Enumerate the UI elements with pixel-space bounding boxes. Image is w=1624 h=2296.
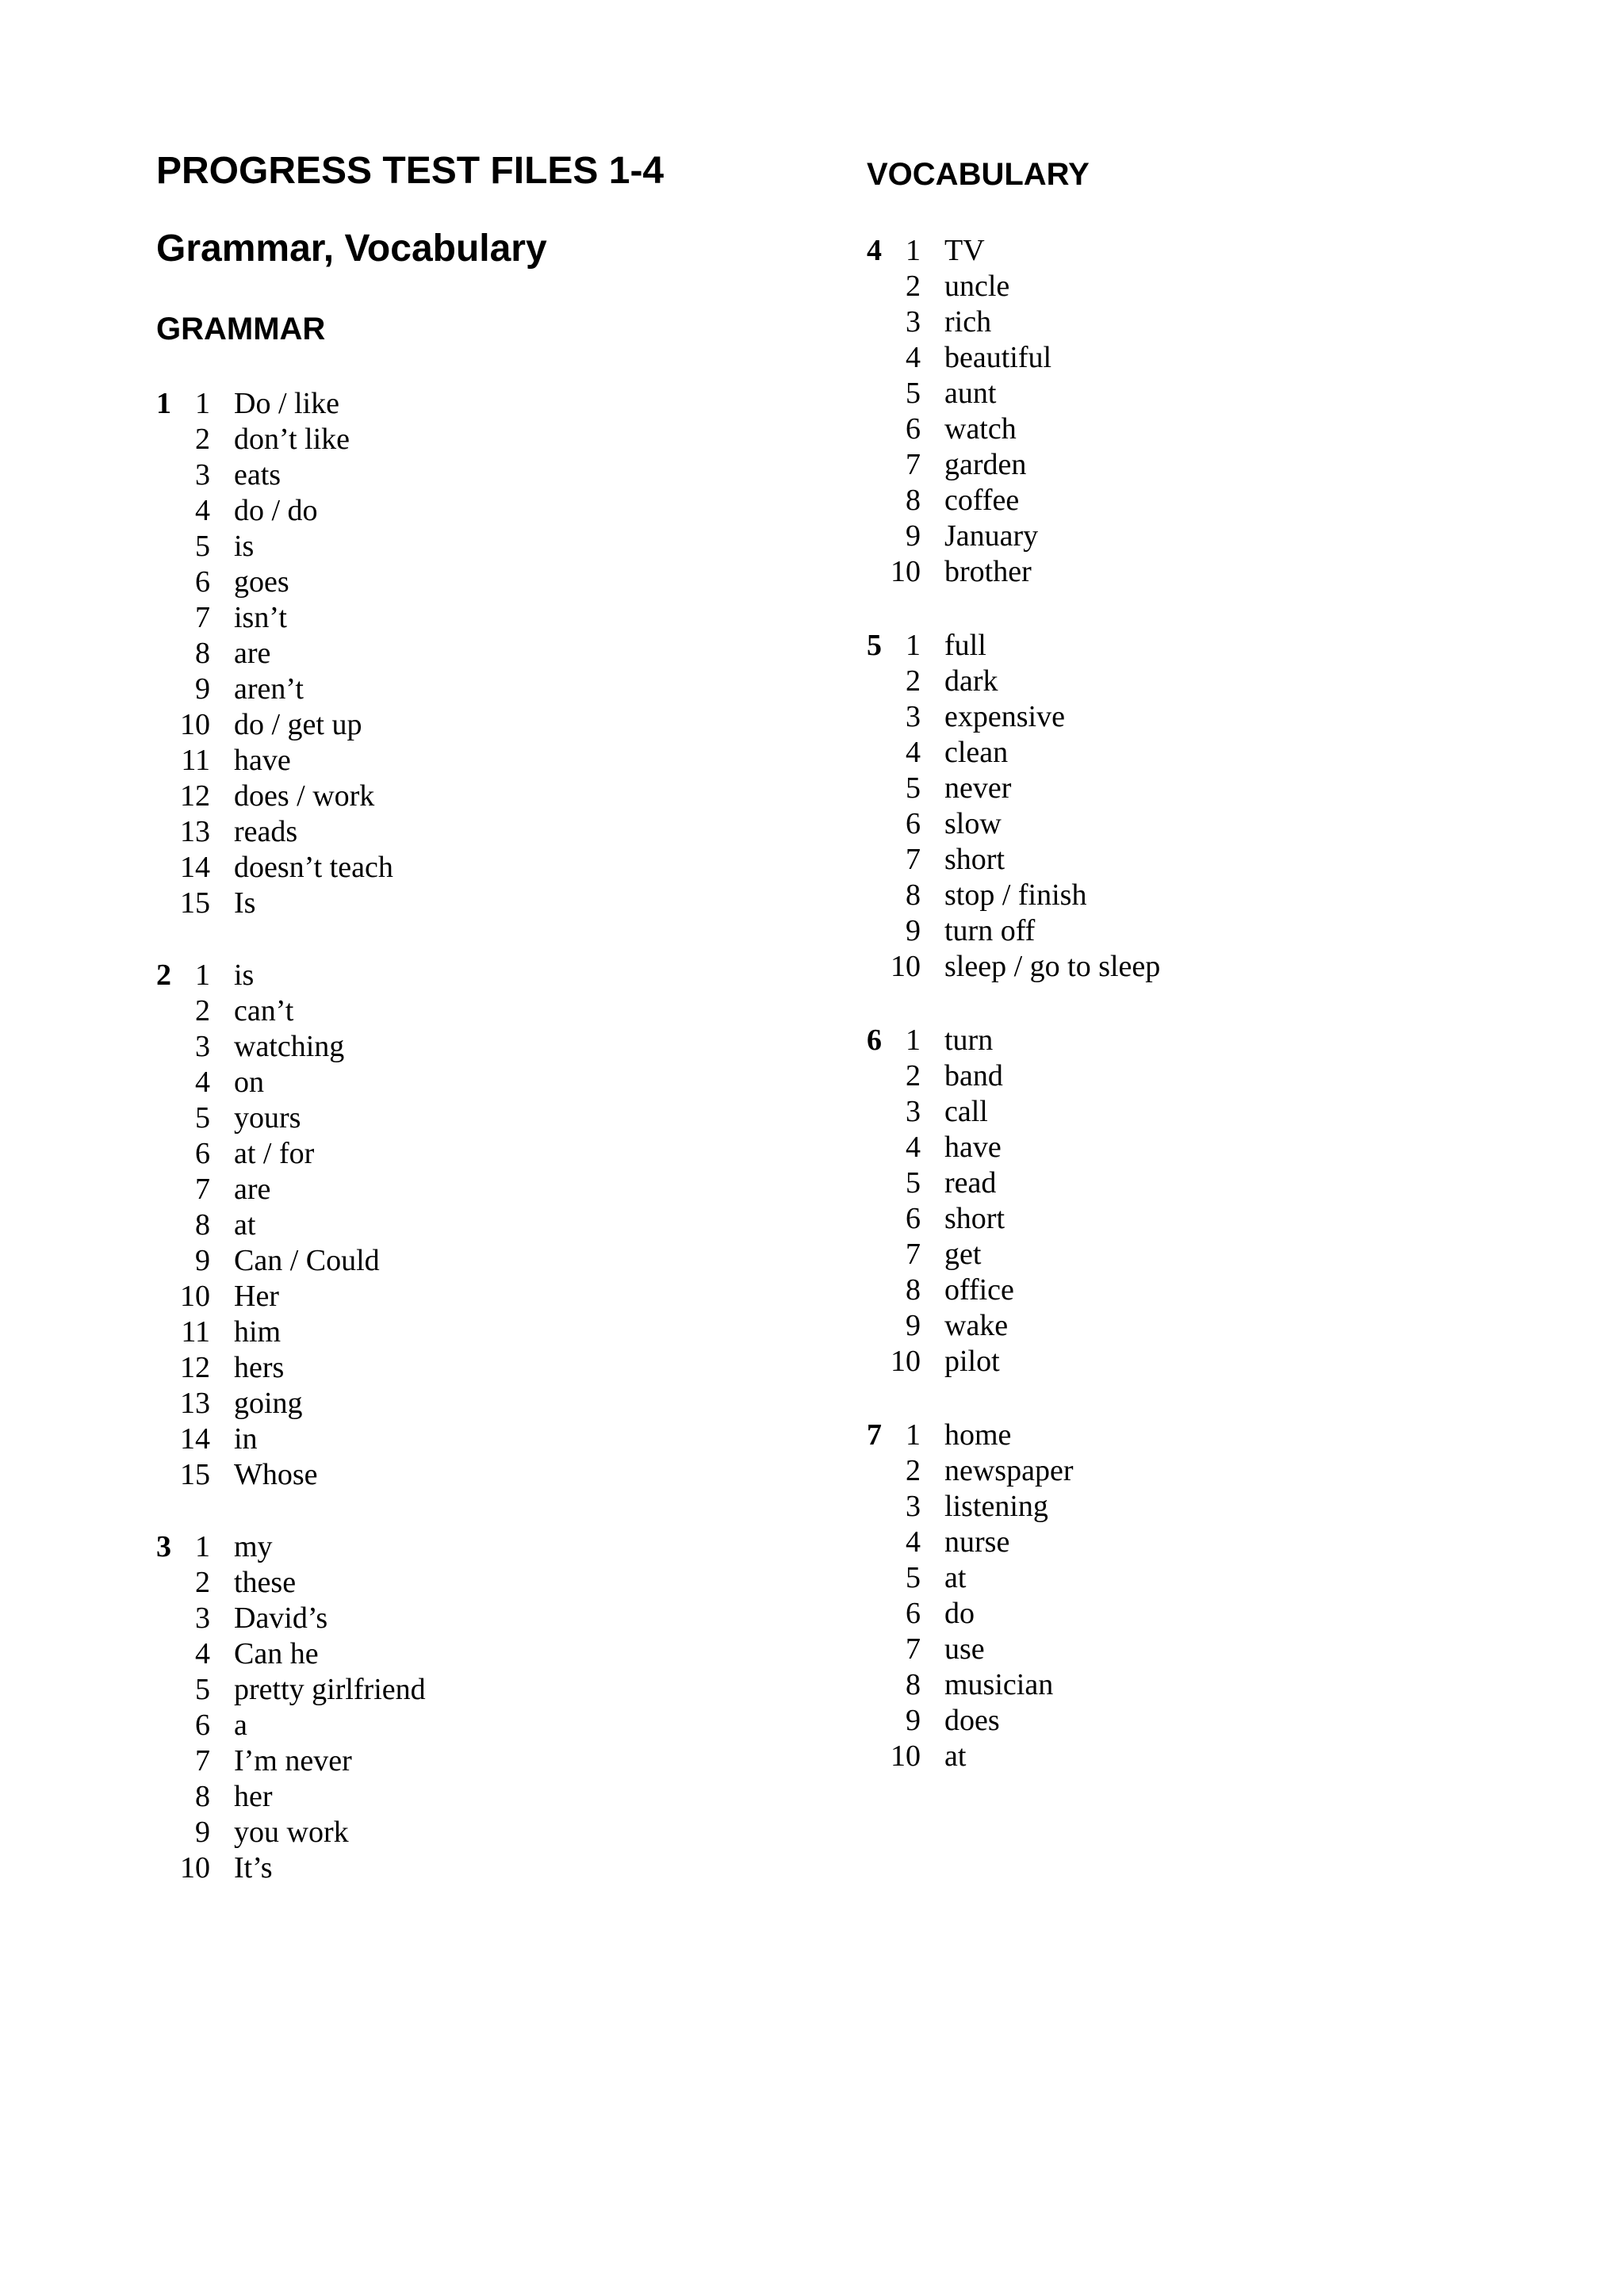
answer-number: 8 xyxy=(906,878,921,912)
page-title: PROGRESS TEST FILES 1-4 xyxy=(156,150,665,192)
exercise-number: 7 xyxy=(867,1418,882,1452)
answer-item xyxy=(156,1065,380,1100)
answer-item xyxy=(867,1023,1014,1058)
answer-item xyxy=(156,386,393,422)
answer-text: use xyxy=(944,1632,985,1666)
answer-text: isn’t xyxy=(234,601,287,634)
answer-item xyxy=(156,564,393,600)
answer-number: 3 xyxy=(906,700,921,733)
answer-text: aren’t xyxy=(234,672,304,706)
answer-item xyxy=(867,1308,1014,1344)
answer-item xyxy=(156,422,393,457)
answer-text: brother xyxy=(944,555,1032,588)
answer-number: 2 xyxy=(906,270,921,303)
answer-item xyxy=(867,1201,1014,1237)
answer-number: 12 xyxy=(180,779,210,813)
answer-item xyxy=(867,340,1051,376)
answer-item xyxy=(867,1632,1073,1667)
answer-text: home xyxy=(944,1418,1012,1452)
answer-text: my xyxy=(234,1530,273,1563)
answer-item xyxy=(156,1172,380,1207)
exercise-4 xyxy=(867,233,1051,590)
answer-item xyxy=(867,806,1160,842)
answer-item xyxy=(156,707,393,743)
answer-item xyxy=(867,233,1051,269)
answer-item xyxy=(156,1457,380,1493)
answer-number: 5 xyxy=(906,377,921,410)
answer-item xyxy=(867,664,1160,699)
answer-item xyxy=(867,699,1160,735)
answer-number: 1 xyxy=(906,1418,921,1452)
answer-item xyxy=(867,1165,1014,1201)
answer-item xyxy=(867,1237,1014,1272)
exercise-6 xyxy=(867,1023,1014,1380)
answer-text: expensive xyxy=(944,700,1065,733)
answer-item xyxy=(156,1386,380,1422)
answer-text: garden xyxy=(944,448,1027,481)
answer-text: musician xyxy=(944,1668,1054,1701)
answer-text: have xyxy=(944,1131,1002,1164)
answer-text: beautiful xyxy=(944,341,1052,374)
answer-item xyxy=(156,814,393,850)
answer-text: doesn’t teach xyxy=(234,851,393,884)
answer-item xyxy=(156,600,393,636)
answer-number: 6 xyxy=(195,1137,210,1170)
answer-item xyxy=(867,1453,1073,1489)
exercise-1 xyxy=(156,386,393,921)
answer-item xyxy=(156,1601,426,1636)
answer-list xyxy=(156,386,393,921)
answer-number: 6 xyxy=(906,412,921,446)
answer-item xyxy=(867,1130,1014,1165)
answer-number: 3 xyxy=(906,1490,921,1523)
answer-number: 7 xyxy=(195,1744,210,1777)
answer-text: going xyxy=(234,1387,303,1420)
answer-item xyxy=(867,878,1160,913)
answer-number: 11 xyxy=(181,744,210,777)
answer-item xyxy=(156,779,393,814)
answer-number: 1 xyxy=(195,387,210,420)
answer-item xyxy=(867,735,1160,771)
answer-text: get xyxy=(944,1238,982,1271)
answer-text: her xyxy=(234,1780,273,1813)
answer-item xyxy=(156,529,393,564)
answer-item xyxy=(156,1815,426,1850)
answer-number: 10 xyxy=(891,555,921,588)
answer-item xyxy=(156,1422,380,1457)
answer-item xyxy=(867,1094,1014,1130)
exercise-number: 3 xyxy=(156,1530,171,1563)
answer-text: does xyxy=(944,1704,1000,1737)
answer-number: 2 xyxy=(906,1059,921,1093)
answer-number: 15 xyxy=(180,1458,210,1491)
answer-number: 9 xyxy=(906,914,921,947)
answer-item xyxy=(156,1672,426,1708)
answer-number: 2 xyxy=(906,1454,921,1487)
answer-number: 12 xyxy=(180,1351,210,1384)
answer-text: don’t like xyxy=(234,423,350,456)
answer-item xyxy=(867,1058,1014,1094)
answer-text: short xyxy=(944,1202,1005,1235)
answer-list xyxy=(867,233,1051,590)
answer-text: at xyxy=(944,1739,967,1773)
answer-item xyxy=(156,850,393,886)
answer-item xyxy=(156,1350,380,1386)
answer-item xyxy=(156,1565,426,1601)
answer-item xyxy=(156,1850,426,1886)
answer-number: 9 xyxy=(195,1244,210,1277)
answer-item xyxy=(867,483,1051,519)
answer-item xyxy=(867,1596,1073,1632)
exercise-3 xyxy=(156,1529,426,1886)
answer-item xyxy=(867,1272,1014,1308)
answer-number: 8 xyxy=(195,1780,210,1813)
answer-number: 5 xyxy=(906,1166,921,1200)
answer-text: is xyxy=(234,959,255,992)
answer-number: 4 xyxy=(906,341,921,374)
answer-item xyxy=(156,1243,380,1279)
answer-number: 4 xyxy=(195,1066,210,1099)
answer-text: Whose xyxy=(234,1458,318,1491)
answer-number: 8 xyxy=(195,1208,210,1242)
answer-item xyxy=(867,1525,1073,1560)
answer-item xyxy=(156,1279,380,1314)
answer-number: 3 xyxy=(906,1095,921,1128)
answer-number: 10 xyxy=(891,1345,921,1378)
answer-item xyxy=(156,672,393,707)
answer-number: 6 xyxy=(195,1709,210,1742)
answer-number: 1 xyxy=(906,234,921,267)
answer-item xyxy=(867,628,1160,664)
answer-text: wake xyxy=(944,1309,1009,1342)
answer-list xyxy=(867,1418,1073,1774)
answer-number: 6 xyxy=(906,1202,921,1235)
answer-item xyxy=(156,1207,380,1243)
answer-item xyxy=(156,1136,380,1172)
answer-text: do xyxy=(944,1597,975,1630)
answer-item xyxy=(867,1703,1073,1739)
answer-item xyxy=(156,993,380,1029)
answer-item xyxy=(867,1667,1073,1703)
answer-text: rich xyxy=(944,305,992,339)
answer-number: 7 xyxy=(906,448,921,481)
exercise-2 xyxy=(156,958,380,1493)
answer-text: is xyxy=(234,530,255,563)
answer-number: 14 xyxy=(180,1422,210,1456)
answer-number: 4 xyxy=(195,1637,210,1670)
answer-text: on xyxy=(234,1066,264,1099)
answer-number: 9 xyxy=(195,672,210,706)
answer-item xyxy=(156,1529,426,1565)
answer-text: January xyxy=(944,519,1039,553)
answer-item xyxy=(867,447,1051,483)
answer-number: 8 xyxy=(906,1668,921,1701)
answer-text: nurse xyxy=(944,1525,1010,1559)
answer-number: 3 xyxy=(195,1030,210,1063)
answer-text: do / get up xyxy=(234,708,362,741)
answer-number: 7 xyxy=(906,1238,921,1271)
answer-number: 1 xyxy=(906,629,921,662)
answer-item xyxy=(156,1029,380,1065)
answer-number: 5 xyxy=(195,1101,210,1135)
answer-item xyxy=(156,636,393,672)
answer-item xyxy=(156,1708,426,1743)
answer-text: Her xyxy=(234,1280,279,1313)
answer-text: read xyxy=(944,1166,997,1200)
answer-text: dark xyxy=(944,664,998,698)
answer-number: 8 xyxy=(195,637,210,670)
answer-number: 2 xyxy=(906,664,921,698)
answer-list xyxy=(867,1023,1014,1380)
answer-number: 14 xyxy=(180,851,210,884)
answer-number: 8 xyxy=(906,1273,921,1307)
answer-number: 3 xyxy=(195,1601,210,1635)
answer-text: Is xyxy=(234,886,256,920)
answer-text: at xyxy=(234,1208,256,1242)
answer-text: watch xyxy=(944,412,1017,446)
answer-number: 4 xyxy=(906,1525,921,1559)
answer-item xyxy=(156,457,393,493)
answer-number: 13 xyxy=(180,815,210,848)
answer-text: have xyxy=(234,744,291,777)
answer-number: 5 xyxy=(906,771,921,805)
answer-text: eats xyxy=(234,458,282,492)
answer-text: pretty girlfriend xyxy=(234,1673,426,1706)
answer-text: never xyxy=(944,771,1012,805)
answer-text: listening xyxy=(944,1490,1048,1523)
answer-text: a xyxy=(234,1709,247,1742)
answer-text: clean xyxy=(944,736,1009,769)
answer-number: 10 xyxy=(180,1280,210,1313)
answer-number: 6 xyxy=(195,565,210,599)
answer-number: 4 xyxy=(906,736,921,769)
answer-item xyxy=(156,886,393,921)
answer-list xyxy=(867,628,1160,985)
answer-text: sleep / go to sleep xyxy=(944,950,1161,983)
answer-text: Can / Could xyxy=(234,1244,380,1277)
answer-item xyxy=(867,1344,1014,1380)
answer-number: 7 xyxy=(906,1632,921,1666)
answer-number: 5 xyxy=(195,1673,210,1706)
answer-number: 5 xyxy=(906,1561,921,1594)
answer-number: 5 xyxy=(195,530,210,563)
answer-number: 3 xyxy=(906,305,921,339)
answer-text: slow xyxy=(944,807,1002,840)
answer-item xyxy=(867,949,1160,985)
answer-text: at xyxy=(944,1561,967,1594)
answer-number: 1 xyxy=(195,959,210,992)
answer-text: hers xyxy=(234,1351,285,1384)
answer-number: 9 xyxy=(195,1816,210,1849)
answer-text: pilot xyxy=(944,1345,1000,1378)
answer-text: goes xyxy=(234,565,289,599)
answer-text: aunt xyxy=(944,377,997,410)
answer-text: Do / like xyxy=(234,387,339,420)
answer-number: 2 xyxy=(195,423,210,456)
answer-number: 7 xyxy=(195,1173,210,1206)
answer-text: him xyxy=(234,1315,282,1349)
answer-number: 10 xyxy=(180,708,210,741)
answer-item xyxy=(867,1418,1073,1453)
answer-item xyxy=(867,1560,1073,1596)
vocabulary-heading: VOCABULARY xyxy=(867,157,1090,192)
answer-item xyxy=(867,842,1160,878)
grammar-heading: GRAMMAR xyxy=(156,312,326,346)
answer-text: coffee xyxy=(944,484,1020,517)
answer-number: 9 xyxy=(906,1309,921,1342)
answer-item xyxy=(156,1314,380,1350)
answer-text: Can he xyxy=(234,1637,319,1670)
answer-number: 10 xyxy=(180,1851,210,1885)
answer-text: I’m never xyxy=(234,1744,352,1777)
exercise-number: 2 xyxy=(156,959,171,992)
answer-number: 13 xyxy=(180,1387,210,1420)
answer-text: David’s xyxy=(234,1601,328,1635)
answer-text: are xyxy=(234,1173,271,1206)
answer-number: 1 xyxy=(906,1024,921,1057)
answer-text: watching xyxy=(234,1030,345,1063)
answer-number: 8 xyxy=(906,484,921,517)
answer-text: in xyxy=(234,1422,258,1456)
answer-text: do / do xyxy=(234,494,318,527)
answer-number: 10 xyxy=(891,950,921,983)
answer-item xyxy=(867,304,1051,340)
exercise-number: 5 xyxy=(867,629,882,662)
answer-number: 3 xyxy=(195,458,210,492)
answer-text: you work xyxy=(234,1816,349,1849)
answer-text: can’t xyxy=(234,994,294,1027)
answer-number: 7 xyxy=(906,843,921,876)
answer-item xyxy=(867,913,1160,949)
answer-number: 2 xyxy=(195,1566,210,1599)
answer-text: uncle xyxy=(944,270,1010,303)
answer-text: at / for xyxy=(234,1137,315,1170)
exercise-5 xyxy=(867,628,1160,985)
answer-number: 7 xyxy=(195,601,210,634)
answer-item xyxy=(867,1739,1073,1774)
answer-number: 6 xyxy=(906,807,921,840)
answer-text: reads xyxy=(234,815,298,848)
answer-item xyxy=(867,771,1160,806)
answer-number: 15 xyxy=(180,886,210,920)
exercise-7 xyxy=(867,1418,1073,1774)
exercise-number: 4 xyxy=(867,234,882,267)
answer-item xyxy=(867,519,1051,554)
answer-text: call xyxy=(944,1095,988,1128)
answer-text: TV xyxy=(944,234,985,267)
answer-number: 1 xyxy=(195,1530,210,1563)
answer-number: 9 xyxy=(906,519,921,553)
answer-text: does / work xyxy=(234,779,375,813)
answer-item xyxy=(156,743,393,779)
answer-item xyxy=(867,269,1051,304)
answer-text: It’s xyxy=(234,1851,273,1885)
answer-list xyxy=(156,1529,426,1886)
answer-item xyxy=(156,493,393,529)
answer-item xyxy=(156,1779,426,1815)
answer-item xyxy=(156,1743,426,1779)
answer-number: 11 xyxy=(181,1315,210,1349)
answer-text: turn xyxy=(944,1024,994,1057)
answer-text: are xyxy=(234,637,271,670)
answer-list xyxy=(156,958,380,1493)
answer-text: newspaper xyxy=(944,1454,1074,1487)
answer-number: 4 xyxy=(906,1131,921,1164)
answer-item xyxy=(156,1100,380,1136)
page-subtitle: Grammar, Vocabulary xyxy=(156,228,547,270)
answer-number: 6 xyxy=(906,1597,921,1630)
answer-item xyxy=(867,411,1051,447)
exercise-number: 6 xyxy=(867,1024,882,1057)
answer-text: turn off xyxy=(944,914,1036,947)
answer-text: band xyxy=(944,1059,1003,1093)
answer-number: 4 xyxy=(195,494,210,527)
answer-item xyxy=(156,958,380,993)
answer-number: 9 xyxy=(906,1704,921,1737)
answer-text: yours xyxy=(234,1101,301,1135)
answer-item xyxy=(156,1636,426,1672)
answer-text: these xyxy=(234,1566,297,1599)
answer-number: 10 xyxy=(891,1739,921,1773)
answer-text: short xyxy=(944,843,1005,876)
answer-item xyxy=(867,376,1051,411)
answer-text: full xyxy=(944,629,986,662)
exercise-number: 1 xyxy=(156,387,171,420)
answer-text: office xyxy=(944,1273,1014,1307)
answer-item xyxy=(867,1489,1073,1525)
answer-item xyxy=(867,554,1051,590)
answer-number: 2 xyxy=(195,994,210,1027)
answer-text: stop / finish xyxy=(944,878,1087,912)
